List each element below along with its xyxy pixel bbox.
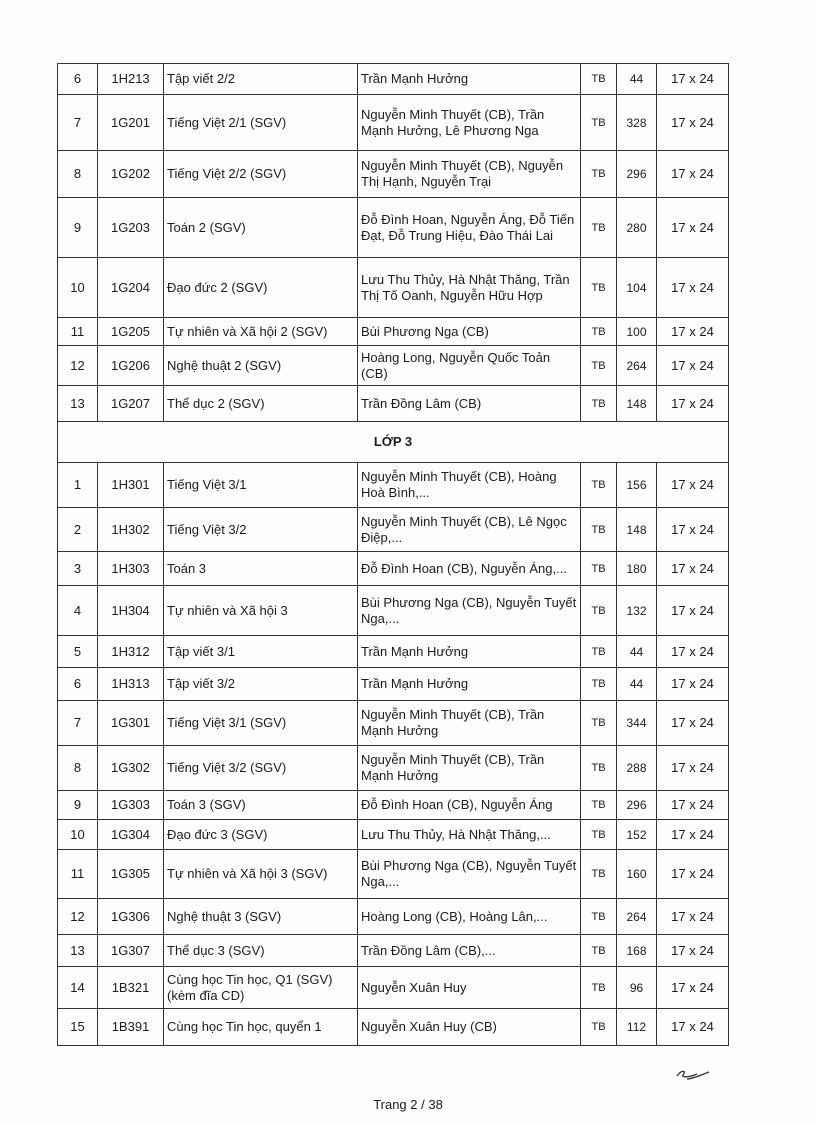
book-author: Nguyễn Xuân Huy: [358, 967, 581, 1009]
book-code: 1H313: [98, 668, 164, 701]
section-heading: LỚP 3: [58, 422, 729, 463]
book-type: TB: [581, 746, 617, 791]
page-count: 44: [617, 636, 657, 668]
book-type: TB: [581, 552, 617, 586]
page-count: 328: [617, 95, 657, 151]
table-row: [58, 346, 729, 386]
book-code: 1H312: [98, 636, 164, 668]
book-code: 1G306: [98, 899, 164, 935]
section-row: [58, 422, 729, 463]
book-type: TB: [581, 791, 617, 820]
table-row: [58, 820, 729, 850]
book-title: Thể dục 2 (SGV): [164, 386, 358, 422]
page-count: 180: [617, 552, 657, 586]
page-number: Trang 2 / 38: [373, 1097, 443, 1112]
row-number: 8: [58, 746, 98, 791]
book-author: Trần Đồng Lâm (CB),...: [358, 935, 581, 967]
table-row: [58, 95, 729, 151]
row-number: 14: [58, 967, 98, 1009]
row-number: 12: [58, 346, 98, 386]
page-count: 344: [617, 701, 657, 746]
book-code: 1B321: [98, 967, 164, 1009]
book-type: TB: [581, 850, 617, 899]
book-size: 17 x 24: [657, 791, 729, 820]
book-title: Tập viết 3/1: [164, 636, 358, 668]
book-code: 1G206: [98, 346, 164, 386]
book-author: Trần Đồng Lâm (CB): [358, 386, 581, 422]
book-title: Đạo đức 3 (SGV): [164, 820, 358, 850]
book-code: 1G205: [98, 318, 164, 346]
table-row: [58, 64, 729, 95]
table-body: [58, 64, 729, 1046]
row-number: 10: [58, 258, 98, 318]
page-count: 156: [617, 463, 657, 508]
table-row: [58, 463, 729, 508]
book-author: Lưu Thu Thủy, Hà Nhật Thăng,...: [358, 820, 581, 850]
book-title: Tiếng Việt 2/2 (SGV): [164, 151, 358, 198]
book-code: 1H213: [98, 64, 164, 95]
page-count: 296: [617, 791, 657, 820]
book-type: TB: [581, 701, 617, 746]
book-list-table: [57, 63, 729, 1046]
book-size: 17 x 24: [657, 508, 729, 552]
row-number: 12: [58, 899, 98, 935]
book-type: TB: [581, 636, 617, 668]
row-number: 10: [58, 820, 98, 850]
book-title: Tập viết 2/2: [164, 64, 358, 95]
row-number: 7: [58, 701, 98, 746]
row-number: 9: [58, 198, 98, 258]
book-title: Tự nhiên và Xã hội 2 (SGV): [164, 318, 358, 346]
book-size: 17 x 24: [657, 668, 729, 701]
book-type: TB: [581, 820, 617, 850]
page-count: 44: [617, 668, 657, 701]
book-author: Lưu Thu Thủy, Hà Nhật Thăng, Trần Thị Tố Oanh, Nguyễn Hữu Hợp: [358, 258, 581, 318]
book-size: 17 x 24: [657, 64, 729, 95]
page-count: 44: [617, 64, 657, 95]
book-size: 17 x 24: [657, 95, 729, 151]
page-count: 296: [617, 151, 657, 198]
book-type: TB: [581, 346, 617, 386]
page-count: 160: [617, 850, 657, 899]
book-title: Nghệ thuật 2 (SGV): [164, 346, 358, 386]
book-size: 17 x 24: [657, 967, 729, 1009]
table-row: [58, 850, 729, 899]
row-number: 6: [58, 64, 98, 95]
page-count: 96: [617, 967, 657, 1009]
book-size: 17 x 24: [657, 746, 729, 791]
book-code: 1H303: [98, 552, 164, 586]
book-size: 17 x 24: [657, 899, 729, 935]
book-size: 17 x 24: [657, 198, 729, 258]
book-size: 17 x 24: [657, 586, 729, 636]
book-title: Tiếng Việt 3/1: [164, 463, 358, 508]
row-number: 7: [58, 95, 98, 151]
book-size: 17 x 24: [657, 935, 729, 967]
book-size: 17 x 24: [657, 636, 729, 668]
row-number: 2: [58, 508, 98, 552]
book-code: 1G202: [98, 151, 164, 198]
book-author: Trần Mạnh Hưởng: [358, 636, 581, 668]
row-number: 11: [58, 850, 98, 899]
page-count: 112: [617, 1009, 657, 1046]
book-code: 1G302: [98, 746, 164, 791]
book-author: Bùi Phương Nga (CB), Nguyễn Tuyết Nga,...: [358, 586, 581, 636]
row-number: 13: [58, 386, 98, 422]
book-author: Hoàng Long, Nguyễn Quốc Toản (CB): [358, 346, 581, 386]
row-number: 15: [58, 1009, 98, 1046]
book-title: Tự nhiên và Xã hội 3: [164, 586, 358, 636]
book-code: 1G204: [98, 258, 164, 318]
page-count: 152: [617, 820, 657, 850]
book-size: 17 x 24: [657, 151, 729, 198]
book-author: Nguyễn Minh Thuyết (CB), Trần Mạnh Hưởng: [358, 701, 581, 746]
book-type: TB: [581, 935, 617, 967]
page-count: 264: [617, 899, 657, 935]
book-type: TB: [581, 64, 617, 95]
book-code: 1G201: [98, 95, 164, 151]
table-row: [58, 258, 729, 318]
row-number: 5: [58, 636, 98, 668]
book-title: Tự nhiên và Xã hội 3 (SGV): [164, 850, 358, 899]
row-number: 9: [58, 791, 98, 820]
page-count: 288: [617, 746, 657, 791]
page-count: 148: [617, 508, 657, 552]
table-row: [58, 386, 729, 422]
table-row: [58, 701, 729, 746]
book-size: 17 x 24: [657, 463, 729, 508]
table-row: [58, 318, 729, 346]
handwritten-mark-icon: [673, 1064, 713, 1084]
book-type: TB: [581, 967, 617, 1009]
row-number: 3: [58, 552, 98, 586]
book-size: 17 x 24: [657, 318, 729, 346]
book-author: Hoàng Long (CB), Hoàng Lân,...: [358, 899, 581, 935]
book-type: TB: [581, 95, 617, 151]
page-count: 132: [617, 586, 657, 636]
book-size: 17 x 24: [657, 346, 729, 386]
book-type: TB: [581, 198, 617, 258]
book-size: 17 x 24: [657, 258, 729, 318]
book-size: 17 x 24: [657, 820, 729, 850]
book-size: 17 x 24: [657, 850, 729, 899]
page-count: 100: [617, 318, 657, 346]
book-title: Cùng học Tin học, quyển 1: [164, 1009, 358, 1046]
book-code: 1G203: [98, 198, 164, 258]
book-author: Nguyễn Minh Thuyết (CB), Trần Mạnh Hưởng: [358, 746, 581, 791]
book-type: TB: [581, 151, 617, 198]
book-author: Nguyễn Minh Thuyết (CB), Hoàng Hoà Bình,...: [358, 463, 581, 508]
table-row: [58, 586, 729, 636]
book-type: TB: [581, 258, 617, 318]
book-title: Tiếng Việt 3/1 (SGV): [164, 701, 358, 746]
book-code: 1G303: [98, 791, 164, 820]
book-size: 17 x 24: [657, 1009, 729, 1046]
book-author: Đỗ Đình Hoan, Nguyễn Áng, Đỗ Tiến Đạt, Đỗ Trung Hiệu, Đào Thái Lai: [358, 198, 581, 258]
book-code: 1G305: [98, 850, 164, 899]
table-row: [58, 899, 729, 935]
book-title: Cùng học Tin học, Q1 (SGV) (kèm đĩa CD): [164, 967, 358, 1009]
table-row: [58, 552, 729, 586]
book-code: 1G304: [98, 820, 164, 850]
book-title: Tiếng Việt 3/2: [164, 508, 358, 552]
book-title: Tiếng Việt 2/1 (SGV): [164, 95, 358, 151]
book-code: 1G301: [98, 701, 164, 746]
table-row: [58, 198, 729, 258]
book-type: TB: [581, 586, 617, 636]
book-type: TB: [581, 386, 617, 422]
book-type: TB: [581, 318, 617, 346]
row-number: 1: [58, 463, 98, 508]
page-count: 264: [617, 346, 657, 386]
book-title: Nghệ thuật 3 (SGV): [164, 899, 358, 935]
book-size: 17 x 24: [657, 386, 729, 422]
table-row: [58, 508, 729, 552]
book-type: TB: [581, 899, 617, 935]
book-author: Nguyễn Minh Thuyết (CB), Nguyễn Thị Hạnh, Nguyễn Trại: [358, 151, 581, 198]
book-author: Trần Mạnh Hưởng: [358, 64, 581, 95]
page-count: 104: [617, 258, 657, 318]
book-title: Thể dục 3 (SGV): [164, 935, 358, 967]
book-author: Nguyễn Minh Thuyết (CB), Lê Ngọc Điệp,...: [358, 508, 581, 552]
book-author: Nguyễn Minh Thuyết (CB), Trần Mạnh Hưởng, Lê Phương Nga: [358, 95, 581, 151]
row-number: 11: [58, 318, 98, 346]
row-number: 6: [58, 668, 98, 701]
table-row: [58, 636, 729, 668]
book-type: TB: [581, 1009, 617, 1046]
book-size: 17 x 24: [657, 552, 729, 586]
book-title: Toán 3: [164, 552, 358, 586]
book-title: Toán 3 (SGV): [164, 791, 358, 820]
table-row: [58, 1009, 729, 1046]
book-author: Bùi Phương Nga (CB): [358, 318, 581, 346]
book-author: Bùi Phương Nga (CB), Nguyễn Tuyết Nga,...: [358, 850, 581, 899]
book-code: 1H302: [98, 508, 164, 552]
row-number: 4: [58, 586, 98, 636]
book-title: Tiếng Việt 3/2 (SGV): [164, 746, 358, 791]
book-code: 1H301: [98, 463, 164, 508]
book-author: Đỗ Đình Hoan (CB), Nguyễn Áng,...: [358, 552, 581, 586]
row-number: 8: [58, 151, 98, 198]
book-author: Trần Mạnh Hưởng: [358, 668, 581, 701]
table-row: [58, 791, 729, 820]
book-code: 1H304: [98, 586, 164, 636]
book-title: Toán 2 (SGV): [164, 198, 358, 258]
book-type: TB: [581, 668, 617, 701]
book-author: Đỗ Đình Hoan (CB), Nguyễn Áng: [358, 791, 581, 820]
table-row: [58, 746, 729, 791]
table-row: [58, 967, 729, 1009]
page-count: 168: [617, 935, 657, 967]
book-type: TB: [581, 508, 617, 552]
book-title: Tập viết 3/2: [164, 668, 358, 701]
book-title: Đạo đức 2 (SGV): [164, 258, 358, 318]
book-size: 17 x 24: [657, 701, 729, 746]
table-row: [58, 668, 729, 701]
page-count: 280: [617, 198, 657, 258]
book-code: 1B391: [98, 1009, 164, 1046]
table-row: [58, 935, 729, 967]
book-code: 1G307: [98, 935, 164, 967]
book-author: Nguyễn Xuân Huy (CB): [358, 1009, 581, 1046]
table-row: [58, 151, 729, 198]
page-count: 148: [617, 386, 657, 422]
book-code: 1G207: [98, 386, 164, 422]
row-number: 13: [58, 935, 98, 967]
book-type: TB: [581, 463, 617, 508]
